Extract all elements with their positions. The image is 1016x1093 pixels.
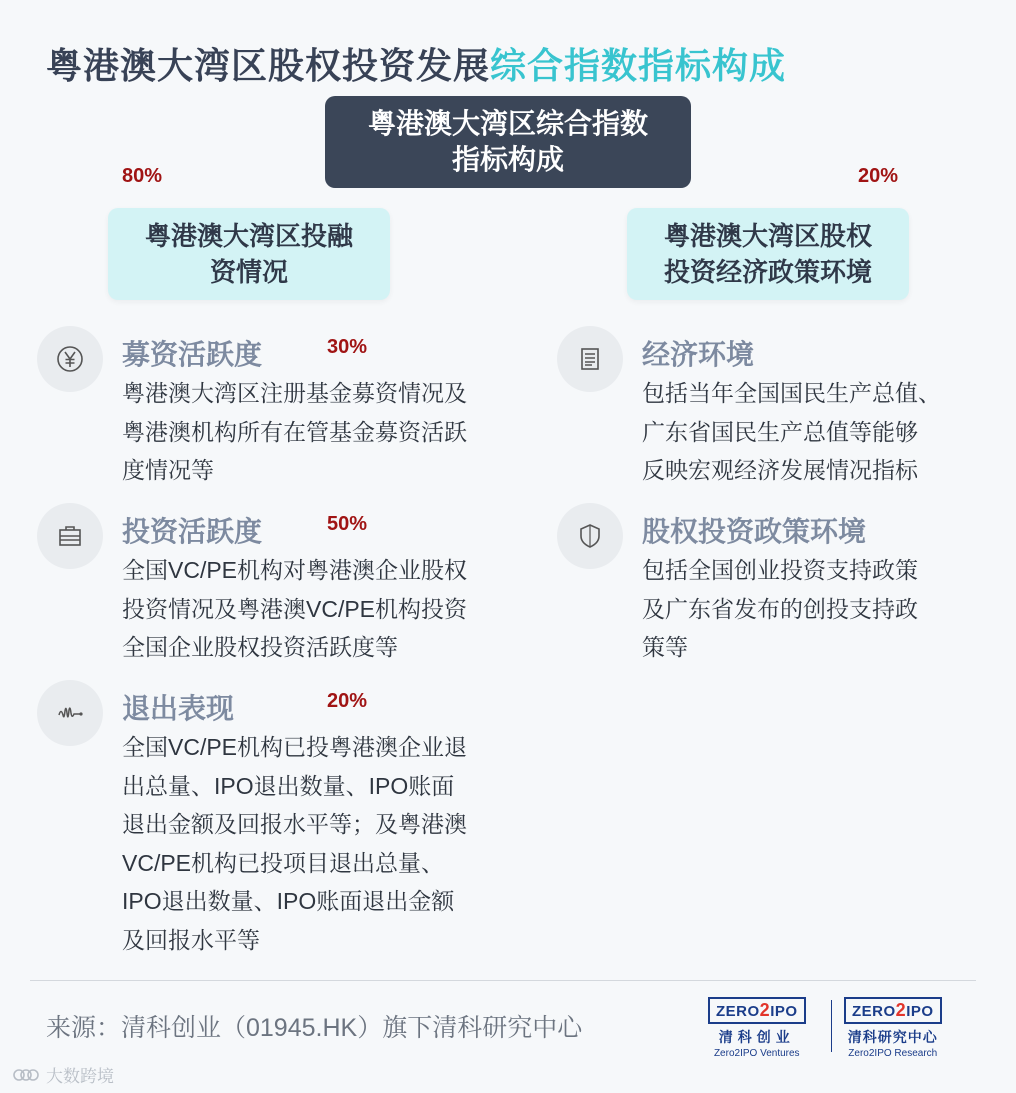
wave-icon <box>37 680 103 746</box>
item-weight-fundraising: 30% <box>327 336 368 358</box>
item-title-policy: 股权投资政策环境 <box>642 516 867 547</box>
logo-cn: 清科研究中心 <box>847 1029 938 1045</box>
logo-text: IPO <box>906 1003 934 1020</box>
desc-line: 全国VC/PE机构已投粤港澳企业退 <box>122 734 468 760</box>
root-line1: 粤港澳大湾区综合指数 <box>367 108 648 139</box>
logo-separator <box>831 1000 832 1052</box>
desc-line: 退出金额及回报水平等；及粤港澳 <box>122 811 467 837</box>
shield-icon <box>557 503 623 569</box>
logo-cn: 清科创业 <box>718 1029 795 1045</box>
footer-divider <box>30 980 976 981</box>
desc-line: 及广东省发布的创投支持政 <box>642 595 918 622</box>
watermark-text: 大数跨境 <box>46 1067 114 1086</box>
desc-line: 出总量、IPO退出数量、IPO账面 <box>122 772 455 799</box>
right-weight: 20% <box>858 165 899 187</box>
page-title <box>46 38 786 89</box>
logo-en: Zero2IPO Research <box>848 1048 938 1059</box>
logo-text: ZERO <box>852 1003 896 1020</box>
desc-line: 策等 <box>642 634 688 660</box>
desc-line: VC/PE机构已投项目退出总量、 <box>122 849 445 876</box>
right-label-line1: 粤港澳大湾区股权 <box>663 221 872 251</box>
logo-text: IPO <box>770 1003 798 1020</box>
item-desc-economy <box>642 374 941 490</box>
document-icon <box>557 326 623 392</box>
desc-line: 及回报水平等 <box>122 926 260 953</box>
desc-line: 粤港澳大湾区注册基金募资情况及 <box>122 380 467 406</box>
item-title-investment: 投资活跃度 <box>122 516 263 547</box>
desc-line: 粤港澳机构所有在管基金募资活跃 <box>122 418 467 445</box>
logo-text: ZERO <box>716 1003 760 1020</box>
watermark <box>12 1062 114 1087</box>
item-desc-exit <box>122 728 467 959</box>
item-desc-policy <box>642 551 918 667</box>
desc-line: 包括全国创业投资支持政策 <box>642 557 918 583</box>
desc-line: 反映宏观经济发展情况指标 <box>642 457 918 483</box>
desc-line: 投资情况及粤港澳VC/PE机构投资 <box>122 595 468 622</box>
root-node <box>325 96 691 188</box>
item-title-fundraising: 募资活跃度 <box>122 339 263 370</box>
title-main: 粤港澳大湾区股权投资发展 <box>46 45 491 86</box>
logo-en: Zero2IPO Ventures <box>713 1048 800 1059</box>
item-title-economy: 经济环境 <box>642 339 755 370</box>
left-category-node <box>108 208 390 300</box>
title-highlight: 综合指数指标构成 <box>490 45 787 86</box>
desc-line: IPO退出数量、IPO账面退出金额 <box>122 888 455 914</box>
item-title-exit: 退出表现 <box>122 693 235 724</box>
briefcase-icon <box>37 503 103 569</box>
right-category-node <box>627 208 909 300</box>
logo-text: 2 <box>759 1000 771 1020</box>
desc-line: 全国VC/PE机构对粤港澳企业股权 <box>122 557 468 583</box>
item-weight-exit: 20% <box>327 690 368 712</box>
root-line2: 指标构成 <box>451 144 564 175</box>
watermark-logo-icon <box>12 1066 42 1084</box>
desc-line: 广东省国民生产总值等能够 <box>642 418 918 445</box>
logo-text: 2 <box>895 1000 907 1020</box>
left-label-line1: 粤港澳大湾区投融 <box>144 221 353 251</box>
desc-line: 度情况等 <box>122 457 214 483</box>
item-desc-investment <box>122 551 467 667</box>
desc-line: 全国企业股权投资活跃度等 <box>122 634 398 660</box>
left-label-line2: 资情况 <box>209 257 288 287</box>
source-text: 来源：清科创业（01945.HK）旗下清科研究中心 <box>46 1014 583 1042</box>
item-weight-investment: 50% <box>327 513 368 535</box>
desc-line: 包括当年全国国民生产总值、 <box>642 380 941 406</box>
zero2ipo-ventures-logo <box>708 997 806 1059</box>
item-desc-fundraising <box>122 374 467 490</box>
left-weight: 80% <box>122 165 163 187</box>
zero2ipo-research-logo <box>844 997 942 1059</box>
right-label-line2: 投资经济政策环境 <box>663 257 872 287</box>
yen-icon <box>37 326 103 392</box>
